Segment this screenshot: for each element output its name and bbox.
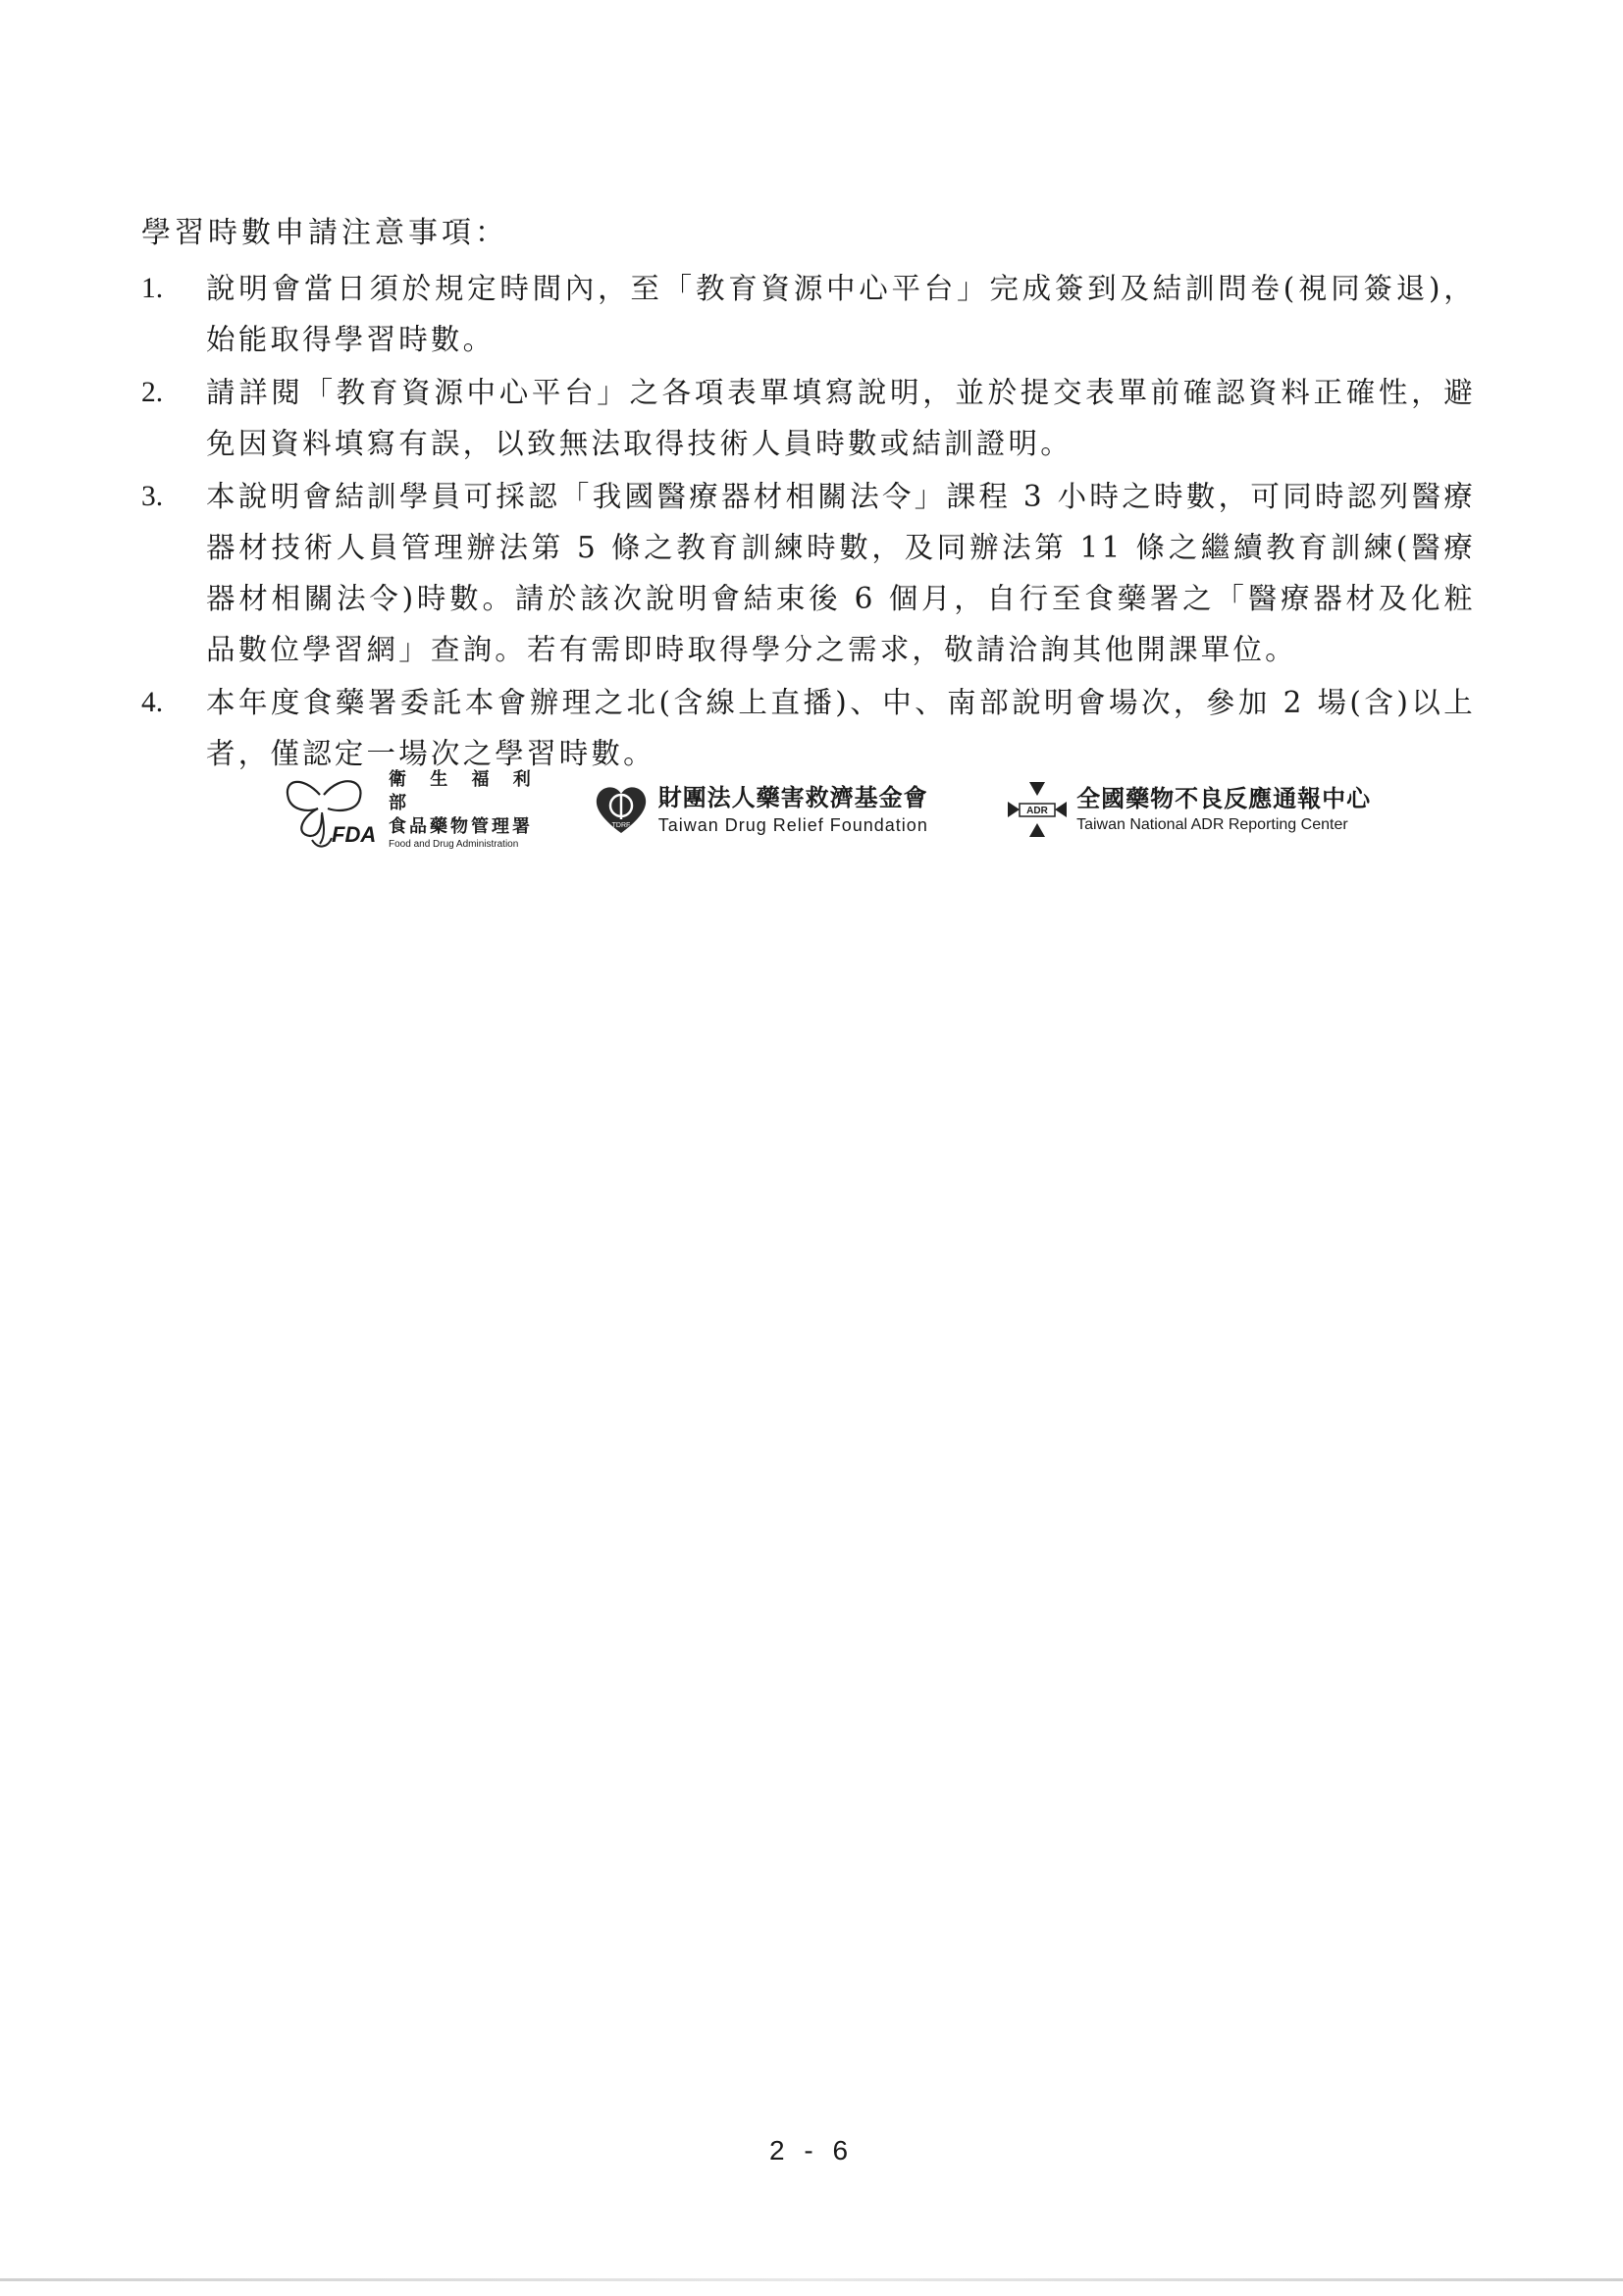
notice-heading: 學習時數申請注意事項： — [141, 216, 508, 250]
item-text: 請詳閱「教育資源中心平台」之各項表單填寫說明，並於提交表單前確認資料正確性，避免因資料填寫有誤，以致無法取得技術人員時數或結訓證明。 — [206, 376, 1476, 460]
adr-mark: ADR — [1026, 806, 1048, 816]
notice-item — [141, 367, 1476, 469]
logo-strip — [273, 765, 1391, 854]
fda-logo — [273, 765, 562, 854]
fda-zh-line2: 食品藥物管理署 — [389, 816, 533, 837]
tdrf-zh: 財團法人藥害救濟基金會 — [657, 784, 928, 811]
notice-item — [141, 677, 1476, 779]
page-number: 2 - 6 — [768, 2135, 855, 2166]
adr-zh: 全國藥物不良反應通報中心 — [1076, 785, 1372, 812]
fda-text — [389, 768, 562, 851]
scan-edge-divider — [0, 2278, 1623, 2281]
notice-item — [141, 263, 1476, 365]
fda-mark: FDA — [332, 822, 377, 847]
tdrf-en: Taiwan Drug Relief Foundation — [657, 815, 928, 835]
fda-zh-line1: 衛 生 福 利 部 — [389, 769, 540, 813]
item-text: 本年度食藥署委託本會辦理之北(含線上直播)、中、南部說明會場次，參加 2 場(含)以上者，僅認定一場次之學習時數。 — [206, 686, 1476, 770]
item-text: 說明會當日須於規定時間內，至「教育資源中心平台」完成簽到及結訓問卷(視同簽退)，始能取得學習時數。 — [206, 272, 1476, 356]
tdrf-logo — [592, 780, 1006, 839]
tdrf-text — [658, 782, 928, 837]
adr-arrows-icon — [1006, 778, 1069, 841]
item-text: 本說明會結訓學員可採認「我國醫療器材相關法令」課程 3 小時之時數，可同時認列醫療器材技術人員管理辦法第 5 條之教育訓練時數，及同辦法第 11 條之繼續教育訓練(醫療器材相關法令)時數。請於該次說明會結束後 6 個月，自行至食藥署之「醫療器材及化粧品數位學習網」查詢。若有需即時取得學分之需求，敬請洽詢其他開課單位。 — [206, 480, 1476, 666]
adr-text — [1076, 783, 1371, 836]
notice-item — [141, 471, 1476, 675]
adr-logo — [1006, 778, 1391, 841]
adr-en: Taiwan National ADR Reporting Center — [1076, 816, 1348, 833]
notice-section — [141, 208, 1476, 781]
fda-en: Food and Drug Administration — [389, 839, 519, 850]
item-number: 3. — [141, 481, 164, 512]
notice-list — [141, 263, 1476, 779]
fda-butterfly-icon — [273, 765, 381, 854]
item-number: 2. — [141, 377, 164, 408]
heart-icon — [592, 780, 651, 839]
tdrf-mark: TDRF — [611, 822, 631, 829]
item-number: 4. — [141, 687, 164, 718]
item-number: 1. — [141, 273, 164, 304]
